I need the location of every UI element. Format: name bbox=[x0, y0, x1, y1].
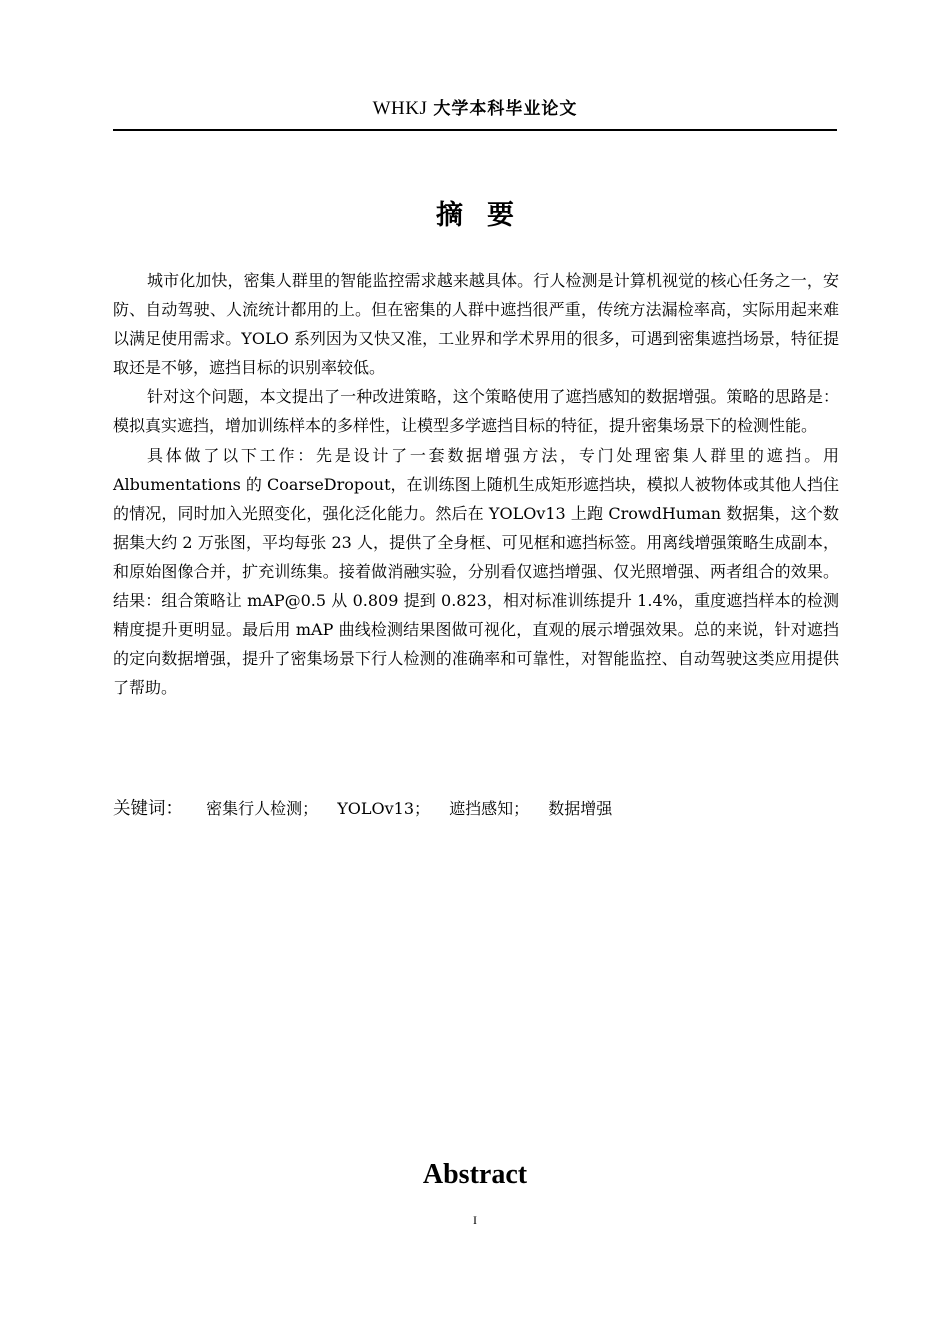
keyword-item: 遮挡感知； bbox=[449, 799, 530, 818]
keywords-label: 关键词： bbox=[113, 799, 183, 819]
abstract-heading: Abstract bbox=[422, 1159, 528, 1190]
header-rule bbox=[113, 129, 837, 131]
paragraph-1: 城市化加快，密集人群里的智能监控需求越来越具体。行人检测是计算机视觉的核心任务之一，安防、自动驾驶、人流统计都用的上。但在密集的人群中遮挡很严重，传统方法漏检率高，实际用起来难以满足使用需求。YOLO 系列因为又快又准，工业界和学术界用的很多，可遇到密集遮挡场景，特征提取还是不够，遮挡目标的识别率较低。 bbox=[113, 271, 839, 378]
page-number: I bbox=[473, 1213, 477, 1227]
section-title: 摘要 bbox=[436, 200, 538, 231]
paragraph-2: 针对这个问题，本文提出了一种改进策略，这个策略使用了遮挡感知的数据增强。策略的思路是：模拟真实遮挡，增加训练样本的多样性，让模型多学遮挡目标的特征，提升密集场景下的检测性能。 bbox=[113, 387, 839, 436]
paragraph-3: 具体做了以下工作：先是设计了一套数据增强方法，专门处理密集人群里的遮挡。用 Albumentations 的 CoarseDropout，在训练图上随机生成矩形遮挡块，模拟人被物体或其他人挡住的情况，同时加入光照变化，强化泛化能力。然后在 YOLOv13 上跑 CrowdHuman 数据集，这个数据集大约 2 万张图，平均每张 23 人，提供了全身框、可见框和遮挡标签。用离线增强策略生成副本，和原始图像合并，扩充训练集。接着做消融实验，分别看仅遮挡增强、仅光照增强、两者组合的效果。结果：组合策略让 mAP@0.5 从 0.809 提到 0.823，相对标准训练提升 1.4%，重度遮挡样本的检测精度提升更明显。最后用 mAP 曲线检测结果图做可视化，直观的展示增强效果。总的来说，针对遮挡的定向数据增强，提升了密集场景下行人检测的准确率和可靠性，对智能监控、自动驾驶这类应用提供了帮助。 bbox=[113, 445, 839, 698]
header-code: WHKJ bbox=[372, 98, 428, 119]
header-university: 大学本科毕业论文 bbox=[433, 99, 578, 119]
abstract-body bbox=[113, 266, 839, 702]
keyword-item: 数据增强 bbox=[548, 799, 613, 818]
keyword-item: YOLOv13； bbox=[337, 799, 431, 818]
keyword-item: 密集行人检测； bbox=[206, 799, 319, 818]
page-header bbox=[113, 94, 837, 122]
keywords-line bbox=[113, 795, 837, 823]
